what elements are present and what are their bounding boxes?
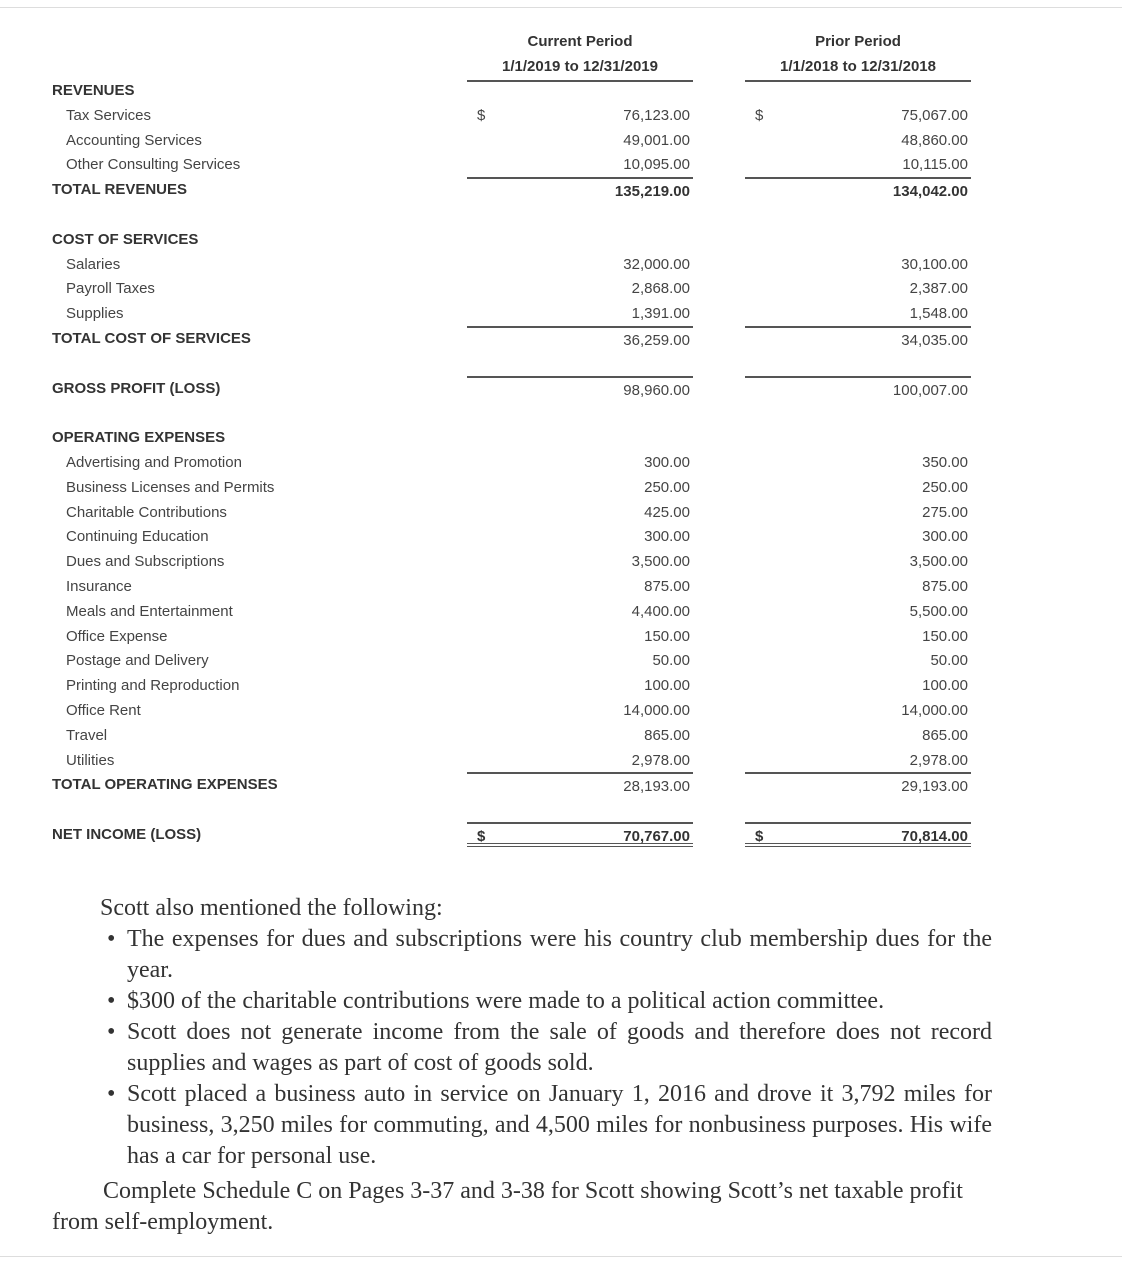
prior-amount: 48,860.00	[901, 131, 968, 149]
current-amount-cell	[467, 673, 693, 698]
current-amount: 150.00	[644, 627, 690, 645]
prior-amount: 100,007.00	[892, 381, 968, 399]
line-item-row	[0, 574, 1122, 599]
prior-amount-cell	[745, 648, 971, 673]
bullet-icon: •	[107, 988, 116, 1014]
current-amount-cell	[467, 326, 693, 351]
row-label: Charitable Contributions	[66, 503, 227, 521]
current-amount: 70,767.00	[623, 828, 690, 845]
current-amount-cell	[467, 177, 693, 202]
row-label: Travel	[66, 726, 108, 744]
prior-period-title: Prior Period	[815, 33, 901, 50]
line-item-row	[0, 698, 1122, 723]
prior-amount: 29,193.00	[901, 778, 968, 796]
current-amount: 10,095.00	[623, 156, 690, 174]
total-row	[0, 177, 1122, 202]
current-amount-cell	[467, 574, 693, 599]
line-item-row	[0, 748, 1122, 773]
prior-amount-cell	[745, 276, 971, 301]
current-amount: 300.00	[644, 454, 690, 471]
prior-amount-cell	[745, 772, 971, 797]
prior-period-dates: 1/1/2018 to 12/31/2018	[780, 58, 936, 75]
current-amount-cell	[467, 152, 693, 177]
prior-amount: 100.00	[922, 677, 968, 695]
current-amount: 32,000.00	[623, 255, 690, 273]
prior-amount-cell	[745, 698, 971, 723]
prior-amount-cell	[745, 822, 971, 847]
prior-amount-cell	[745, 723, 971, 748]
notes-instruction: Complete Schedule C on Pages 3-37 and 3-38 for Scott showing Scott’s net taxable profit from self-employment.	[52, 1178, 963, 1235]
current-amount: 1,391.00	[631, 305, 690, 323]
notes-list	[52, 924, 992, 1172]
row-label: TOTAL OPERATING EXPENSES	[52, 776, 278, 794]
current-amount-cell	[467, 549, 693, 574]
current-amount: 425.00	[644, 503, 690, 521]
line-item-row	[0, 128, 1122, 153]
prior-amount: 14,000.00	[901, 702, 968, 719]
row-label: Salaries	[66, 255, 121, 273]
current-amount-cell	[467, 252, 693, 277]
prior-amount: 250.00	[922, 478, 968, 496]
prior-amount: 1,548.00	[909, 305, 968, 323]
row-label: Tax Services	[66, 106, 152, 124]
prior-amount-cell	[745, 624, 971, 649]
note-text: The expenses for dues and subscriptions were his country club membership dues for the year.	[127, 926, 992, 983]
note-text: $300 of the charitable contributions were made to a political action committee.	[127, 988, 885, 1014]
prior-amount-cell	[745, 748, 971, 773]
row-label: Utilities	[66, 751, 115, 769]
prior-amount-cell	[745, 574, 971, 599]
prior-period-header	[745, 29, 971, 82]
current-amount-cell	[467, 450, 693, 475]
prior-amount-cell	[745, 524, 971, 549]
row-label: REVENUES	[52, 82, 135, 99]
dollar-sign: $	[755, 828, 764, 845]
current-amount-cell	[467, 128, 693, 153]
current-amount: 36,259.00	[623, 332, 690, 349]
note-text: Scott placed a business auto in service on January 1, 2016 and drove it 3,792 miles for business, 3,250 miles for commuting, and 4,500 miles for nonbusiness purposes. His wife has a car for personal use.	[127, 1081, 992, 1169]
current-amount-cell	[467, 276, 693, 301]
row-label: Accounting Services	[66, 131, 202, 149]
row-label: Business Licenses and Permits	[66, 478, 275, 496]
prior-amount-cell	[745, 177, 971, 202]
current-amount: 28,193.00	[623, 778, 690, 796]
current-amount: 98,960.00	[623, 381, 690, 399]
line-item-row	[0, 648, 1122, 673]
prior-amount-cell	[745, 500, 971, 525]
prior-amount-cell	[745, 450, 971, 475]
row-label: Payroll Taxes	[66, 280, 155, 298]
prior-amount: 3,500.00	[909, 553, 968, 571]
total-row	[0, 376, 1122, 401]
net-income-row	[0, 822, 1122, 847]
line-item-row	[0, 103, 1122, 128]
current-amount-cell	[467, 648, 693, 673]
row-label: TOTAL REVENUES	[52, 181, 188, 199]
line-item-row	[0, 252, 1122, 277]
prior-amount-cell	[745, 475, 971, 500]
prior-amount: 2,387.00	[909, 280, 968, 298]
prior-amount: 865.00	[922, 726, 968, 744]
prior-amount: 34,035.00	[901, 332, 968, 349]
total-row	[0, 772, 1122, 797]
prior-amount: 10,115.00	[902, 156, 968, 174]
line-item-row	[0, 301, 1122, 326]
current-amount-cell	[467, 599, 693, 624]
note-bullet-item	[107, 986, 992, 1017]
prior-amount: 30,100.00	[901, 255, 968, 273]
prior-amount: 50.00	[930, 652, 968, 670]
prior-amount-cell	[745, 673, 971, 698]
prior-amount: 150.00	[922, 627, 968, 645]
prior-amount-cell	[745, 152, 971, 177]
row-label: Meals and Entertainment	[66, 602, 233, 620]
prior-amount: 134,042.00	[892, 183, 968, 201]
current-amount: 865.00	[644, 726, 690, 744]
prior-amount-cell	[745, 103, 971, 128]
row-label: TOTAL COST OF SERVICES	[52, 330, 251, 347]
row-label: NET INCOME (LOSS)	[52, 826, 202, 843]
current-amount: 2,978.00	[631, 751, 690, 769]
current-amount-cell	[467, 772, 693, 797]
current-amount-cell	[467, 475, 693, 500]
prior-amount: 5,500.00	[909, 602, 968, 620]
prior-amount: 2,978.00	[909, 751, 968, 769]
prior-amount-cell	[745, 252, 971, 277]
row-label: Advertising and Promotion	[66, 454, 242, 471]
dollar-sign: $	[477, 106, 486, 124]
row-label: Postage and Delivery	[66, 652, 209, 670]
note-text: Scott does not generate income from the sale of goods and therefore does not record supplies and wages as part of cost of goods sold.	[127, 1019, 992, 1076]
bottom-divider	[0, 1256, 1122, 1257]
prior-amount-cell	[745, 549, 971, 574]
line-item-row	[0, 152, 1122, 177]
section-heading	[0, 227, 1122, 252]
note-bullet-item	[107, 924, 992, 986]
line-item-row	[0, 673, 1122, 698]
note-bullet-item	[107, 1017, 992, 1079]
row-label: Office Rent	[66, 702, 141, 719]
section-heading	[0, 425, 1122, 450]
row-label: Other Consulting Services	[66, 156, 241, 174]
current-amount-cell	[467, 524, 693, 549]
current-amount: 2,868.00	[631, 280, 690, 298]
current-amount: 14,000.00	[623, 702, 690, 719]
current-amount: 49,001.00	[623, 131, 690, 149]
line-item-row	[0, 624, 1122, 649]
row-label: Dues and Subscriptions	[66, 553, 225, 571]
line-item-row	[0, 500, 1122, 525]
row-label: GROSS PROFIT (LOSS)	[52, 379, 221, 397]
bullet-icon: •	[107, 1019, 116, 1045]
current-amount: 4,400.00	[631, 602, 690, 620]
current-amount: 50.00	[652, 652, 690, 670]
prior-amount: 70,814.00	[901, 828, 968, 845]
notes-section	[52, 893, 992, 1238]
row-label: Office Expense	[66, 627, 168, 645]
line-item-row	[0, 524, 1122, 549]
current-amount-cell	[467, 698, 693, 723]
prior-amount: 75,067.00	[901, 106, 968, 124]
section-heading	[0, 78, 1122, 103]
current-amount: 300.00	[644, 528, 690, 546]
current-period-dates: 1/1/2019 to 12/31/2019	[502, 58, 658, 75]
bullet-icon: •	[107, 926, 116, 952]
prior-amount-cell	[745, 128, 971, 153]
top-divider	[0, 7, 1122, 8]
current-amount-cell	[467, 748, 693, 773]
current-amount-cell	[467, 103, 693, 128]
line-item-row	[0, 276, 1122, 301]
line-item-row	[0, 475, 1122, 500]
row-label: OPERATING EXPENSES	[52, 429, 226, 447]
dollar-sign: $	[477, 828, 486, 845]
current-amount-cell	[467, 624, 693, 649]
notes-intro: Scott also mentioned the following:	[100, 895, 443, 921]
current-amount: 135,219.00	[614, 183, 690, 201]
line-item-row	[0, 549, 1122, 574]
line-item-row	[0, 450, 1122, 475]
row-label: Printing and Reproduction	[66, 677, 240, 695]
current-period-header	[467, 29, 693, 82]
row-label: Insurance	[66, 578, 132, 595]
line-item-row	[0, 599, 1122, 624]
prior-amount-cell	[745, 301, 971, 326]
current-amount-cell	[467, 723, 693, 748]
line-item-row	[0, 723, 1122, 748]
current-amount: 875.00	[644, 578, 690, 595]
prior-amount: 275.00	[922, 503, 968, 521]
prior-amount-cell	[745, 326, 971, 351]
prior-amount: 875.00	[922, 578, 968, 595]
total-row	[0, 326, 1122, 351]
current-period-title: Current Period	[527, 33, 633, 50]
current-amount: 3,500.00	[631, 553, 690, 571]
current-amount-cell	[467, 822, 693, 847]
dollar-sign: $	[755, 106, 764, 124]
row-label: Supplies	[66, 305, 124, 323]
current-amount: 76,123.00	[623, 106, 690, 124]
current-amount: 250.00	[644, 478, 690, 496]
current-amount-cell	[467, 376, 693, 401]
row-label: COST OF SERVICES	[52, 230, 199, 248]
prior-amount-cell	[745, 599, 971, 624]
prior-amount-cell	[745, 376, 971, 401]
row-label: Continuing Education	[66, 528, 209, 546]
prior-amount: 300.00	[922, 528, 968, 546]
prior-amount: 350.00	[922, 454, 968, 471]
bullet-icon: •	[107, 1081, 116, 1107]
current-amount-cell	[467, 301, 693, 326]
current-amount-cell	[467, 500, 693, 525]
note-bullet-item	[107, 1079, 992, 1172]
current-amount: 100.00	[644, 677, 690, 695]
